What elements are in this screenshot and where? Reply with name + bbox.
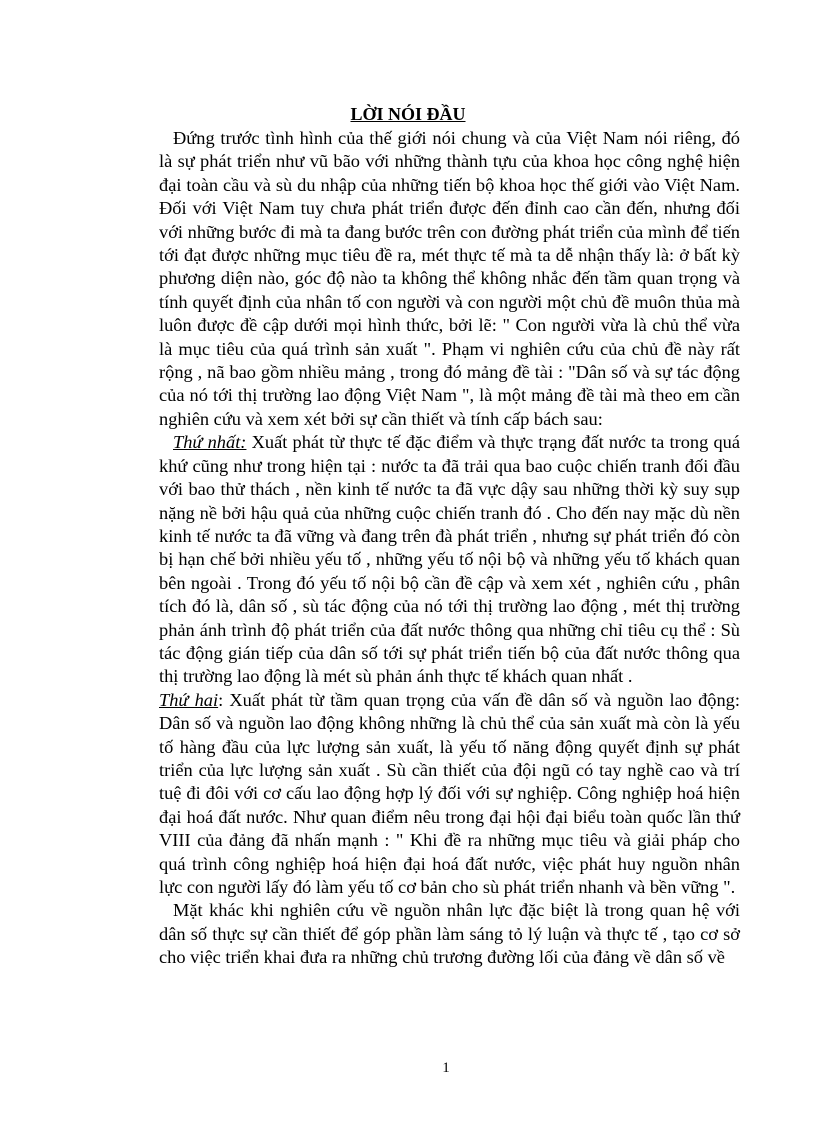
first-reason-label: Thứ nhất: — [173, 432, 247, 453]
page-title: LỜI NÓI ĐẦU — [350, 104, 466, 124]
first-reason-paragraph — [159, 431, 740, 688]
intro-paragraph: Đứng trước tình hình của thế giới nói chung và của Việt Nam nói riêng, đó là sự phát triển như vũ bão với những thành tựu của khoa học công nghệ hiện đại toàn cầu và sù du nhập của những tiến bộ khoa học thế giới vào Việt Nam. Đối với Việt Nam tuy chưa phát triển được đến đỉnh cao cần đến, nhưng đối với những bước đi mà ta đang bước trên con đường phát triển của mình để tiến tới đạt được những mục tiêu đề ra, mét thực tế mà ta dễ nhận thấy là: ở bất kỳ phương diện nào, góc độ nào ta không thể không nhắc đến tầm quan trọng và tính quyết định của nhân tố con người và con người một chủ đề muôn thủa mà luôn được đề cập dưới mọi hình thức, bởi lẽ: " Con người vừa là chủ thể vừa là mục tiêu của quá trình sản xuất ". Phạm vi nghiên cứu của chủ đề này rất rộng , nã bao gồm nhiều mảng , trong đó mảng đề tài : "Dân số và sự tác động của nó tới thị trường lao động Việt Nam ", là một mảng đề tài mà theo em cần nghiên cứu và xem xét bởi sự cần thiết và tính cấp bách sau: — [159, 128, 740, 429]
page-number: 1 — [442, 1060, 450, 1076]
document-body — [159, 127, 740, 970]
second-reason-label: Thứ hai — [159, 689, 219, 710]
closing-paragraph: Mặt khác khi nghiên cứu về nguồn nhân lực đặc biệt là trong quan hệ với dân số thực sự cần thiết để góp phần làm sáng tỏ lý luận và thực tế , tạo cơ sở cho việc triển khai đưa ra những chủ trương đường lối của đảng về dân số về — [159, 900, 740, 968]
second-reason-text: : Xuất phát từ tầm quan trọng của vấn đề dân số và nguồn lao động: Dân số và nguồn lao động không những là chủ thể của sản xuất mà còn là yếu tố hàng đầu của lực lượng sản xuất, là yếu tố năng động quyết định sự phát triển của lực lượng sản xuất . Sù cần thiết của đội ngũ có tay nghề cao và trí tuệ đi đôi với cơ cấu lao động hợp lý đối với sự nghiệp. Công nghiệp hoá hiện đại hoá đất nước. Như quan điểm nêu trong đại hội đại biểu toàn quốc lần thứ VIII của đảng đã nhấn mạnh : " Khi đề ra những mục tiêu và giải pháp cho quá trình công nghiệp hoá hiện đại hoá đất nước, việc phát huy nguồn nhân lực con người lấy đó làm yếu tố cơ bản cho sù phát triển nhanh và bền vững ". — [159, 689, 740, 897]
second-reason-paragraph — [159, 689, 740, 900]
first-reason-text: Xuất phát từ thực tế đặc điểm và thực trạng đất nước ta trong quá khứ cũng như trong hiện tại : nước ta đã trải qua bao cuộc chiến tranh đối đầu với bao thử thách , nền kinh tế nước ta đã vực dậy sau những thời kỳ suy sụp nặng nề bởi hậu quả của những cuộc chiến tranh đó . Cho đến nay mặc dù nền kinh tế nước ta đã vững và đang trên đà phát triển , nhưng sự phát triển đó còn bị hạn chế bởi nhiều yếu tố , những yếu tố nội bộ và những yếu tố khách quan bên ngoài . Trong đó yếu tố nội bộ cần đề cập và xem xét , nghiên cứu , phân tích đó là, dân số , sù tác động của nó tới thị trường lao động , mét thị trường phản ánh trình độ phát triển của đất nước thông qua những chỉ tiêu cụ thể : Sù tác động gián tiếp của dân số tới sự phát triển tiến bộ của đất nước thông qua thị trường lao động là mét sù phản ánh thực tế khách quan nhất . — [159, 432, 740, 687]
